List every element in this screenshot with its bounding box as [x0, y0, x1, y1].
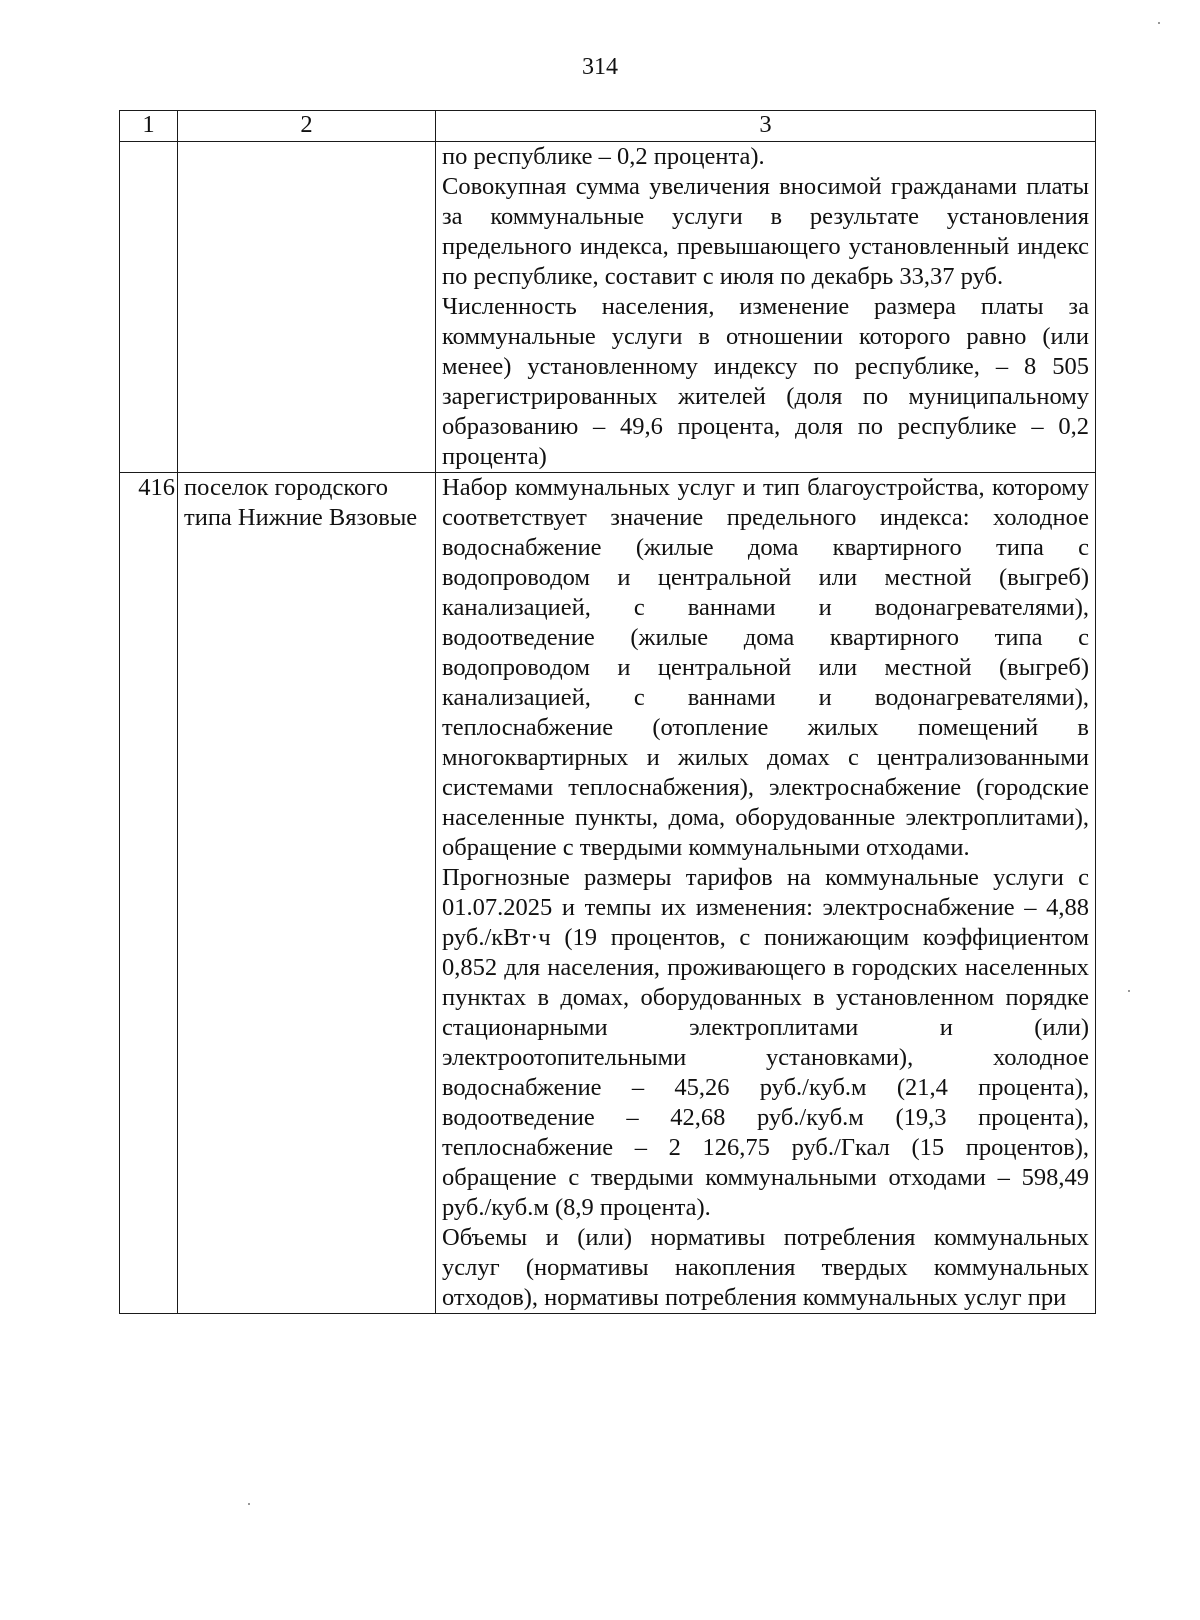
column-header-content: 3 [436, 111, 1096, 142]
scan-speck [248, 1503, 250, 1505]
table-row [120, 473, 1096, 1314]
row-content-cell [436, 473, 1096, 1314]
table-row [120, 142, 1096, 473]
row-name-cell: поселок городского типа Нижние Вязовые [178, 473, 436, 1314]
content-paragraph: по республике – 0,2 процента). [442, 143, 765, 170]
content-paragraph: Численность населения, изменение размера платы за коммунальные услуги в отношении которого равно (или менее) установленному индексу по республике, – 8 505 зарегистрированных жителей (доля по муниципальному образованию – 49,6 процента, доля по республике – 0,2 процента) [442, 293, 1089, 470]
scan-speck [1158, 22, 1160, 24]
scan-speck [1128, 990, 1130, 992]
page-number: 314 [582, 54, 618, 80]
row-number-cell [120, 142, 178, 473]
content-paragraph: Набор коммунальных услуг и тип благоустройства, которому соответствует значение предельного индекса: холодное водоснабжение (жилые дома квартирного типа с водопроводом и центральной или местной (выгреб) канализацией, с ваннами и водонагревателями), водоотведение (жилые дома квартирного типа с водопроводом и центральной или местной (выгреб) канализацией, с ваннами и водонагревателями), теплоснабжение (отопление жилых помещений в многоквартирных и жилых домах с централизованными системами теплоснабжения), электроснабжение (городские населенные пункты, дома, оборудованные электроплитами), обращение с твердыми коммунальными отходами. [442, 474, 1089, 861]
table-header-row [120, 111, 1096, 142]
column-header-name: 2 [178, 111, 436, 142]
document-table [119, 110, 1096, 1314]
row-name-cell [178, 142, 436, 473]
content-paragraph: Прогнозные размеры тарифов на коммунальные услуги с 01.07.2025 и темпы их изменения: электроснабжение – 4,88 руб./кВт·ч (19 процентов, с понижающим коэффициентом 0,852 для населения, проживающего в городских населенных пунктах в домах, оборудованных в установленном порядке стационарными электроплитами и (или) электроотопительными установками), холодное водоснабжение – 45,26 руб./куб.м (21,4 процента), водоотведение – 42,68 руб./куб.м (19,3 процента), теплоснабжение – 2 126,75 руб./Гкал (15 процентов), обращение с твердыми коммунальными отходами – 598,49 руб./куб.м (8,9 процента). [442, 864, 1089, 1221]
column-header-number: 1 [120, 111, 178, 142]
content-paragraph: Совокупная сумма увеличения вносимой гражданами платы за коммунальные услуги в результате установления предельного индекса, превышающего установленный индекс по республике, составит с июля по декабрь 33,37 руб. [442, 173, 1089, 290]
row-number-cell: 416 [120, 473, 178, 1314]
row-content-cell [436, 142, 1096, 473]
content-paragraph: Объемы и (или) нормативы потребления коммунальных услуг (нормативы накопления твердых коммунальных отходов), нормативы потребления коммунальных услуг при [442, 1224, 1089, 1311]
